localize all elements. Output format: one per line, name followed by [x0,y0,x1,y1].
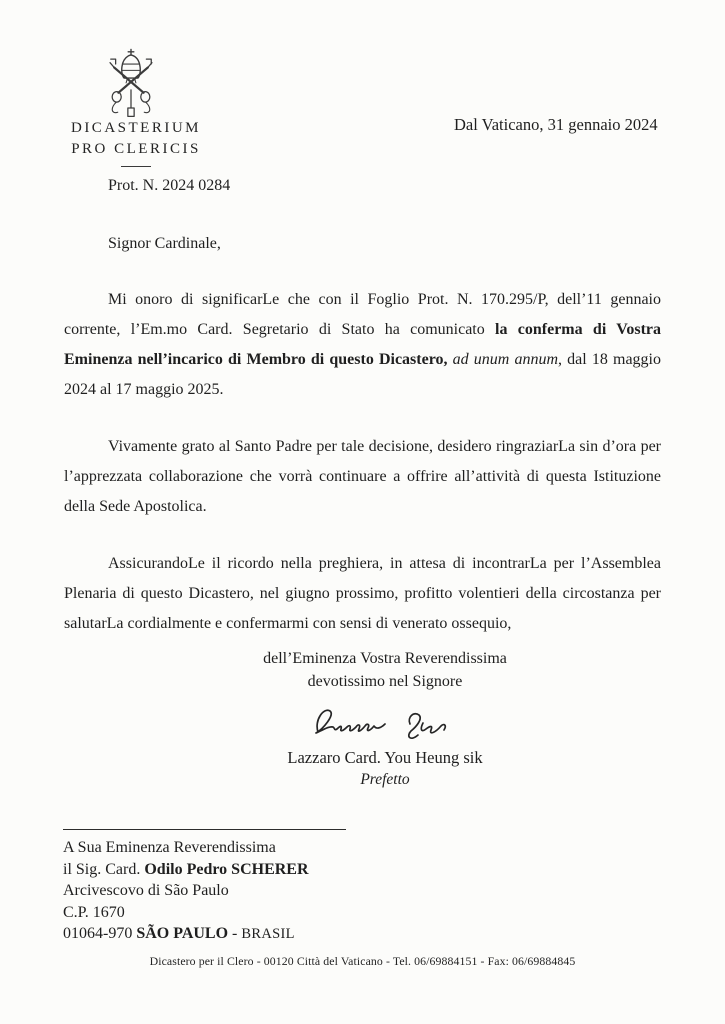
recipient-city-country-separator: - [228,925,242,942]
recipient-line-5 [63,923,403,946]
protocol-number: Prot. N. 2024 0284 [108,177,231,194]
paragraph-1-italic: ad unum annum [447,351,559,368]
recipient-block [63,829,403,946]
footer-line: Dicastero per il Clero - 00120 Città del Vaticano - Tel. 06/69884151 - Fax: 06/69884845 [149,954,576,968]
closing-block [125,647,645,790]
letterhead-name-line2: PRO CLERICIS [71,141,201,157]
recipient-name: Odilo Pedro SCHERER [144,860,309,878]
recipient-line-1: A Sua Eminenza Reverendissima [63,839,276,856]
paragraph-2: Vivamente grato al Santo Padre per tale decisione, desidero ringraziarLa sin d’ora per l’apprezzata collaborazione che vorrà continuare a offrire all’attività di questa Istituzione della Sede Apostolica. [64,438,661,515]
closing-line-2: devotissimo nel Signore [307,673,463,690]
paragraph-1-text: Mi onoro di significarLe che con il Foglio Prot. N. 170.295/P, dell’11 gennaio corrente, l’Em.mo Card. Segretario di Stato ha comunicato [64,291,661,338]
letterhead-name [56,118,216,160]
recipient-title-prefix: il Sig. Card. [63,860,145,878]
recipient-line-2 [63,859,403,881]
recipient-separator [63,829,346,830]
paragraph-1-bold: la conferma di Vostra Eminenza nell’incarico di Membro di questo Dicastero, [64,321,661,368]
recipient-city: SÃO PAULO [136,925,229,942]
recipient-country: BRASIL [241,926,295,942]
recipient-line-3: Arcivescovo di São Paulo [63,882,229,899]
vatican-crest-icon [96,48,166,122]
signatory-title: Prefetto [360,771,410,788]
closing-line-1: dell’Eminenza Vostra Reverendissima [263,650,507,667]
paragraph-1 [64,285,661,405]
letter-body [64,229,661,639]
recipient-postcode: 01064-970 [63,925,137,942]
date-line: Dal Vaticano, 31 gennaio 2024 [454,115,658,134]
letterhead-name-line1: DICASTERIUM [70,120,201,136]
recipient-line-4: C.P. 1670 [63,903,125,921]
signatory-name: Lazzaro Card. You Heung sik [287,748,483,767]
signature-handwriting [306,702,464,746]
paragraph-3: AssicurandoLe il ricordo nella preghiera, in attesa di incontrarLa per l’Assemblea Plenaria di questo Dicastero, nel giugno prossimo, profitto volentieri della circostanza per salutarLa cordialmente e confermarmi con sensi di venerato ossequio, [64,555,661,632]
salutation: Signor Cardinale, [108,235,221,252]
letterhead-rule [121,166,151,167]
paragraph-1-text-end: , dal 18 maggio 2024 al 17 maggio 2025. [64,351,661,398]
